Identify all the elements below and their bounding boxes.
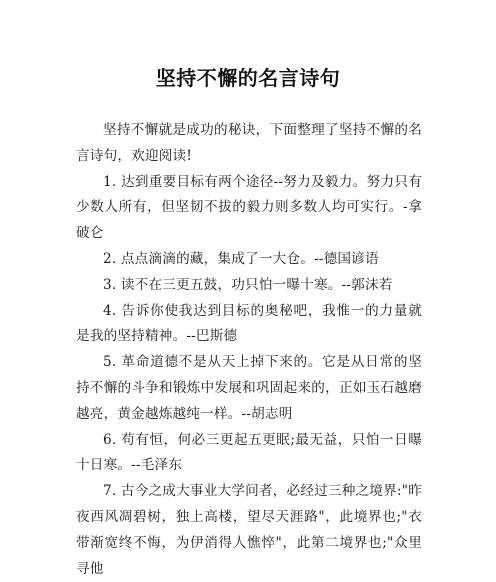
intro-paragraph: 坚持不懈就是成功的秘诀，下面整理了坚持不懈的名言诗句，欢迎阅读! [76, 122, 422, 164]
document-title: 坚持不懈的名言诗句 [155, 66, 341, 90]
document-body [76, 118, 422, 582]
quote-paragraph-5: 5. 革命道德不是从天上掉下来的。它是从日常的坚持不懈的斗争和锻炼中发展和巩固起来的，正如玉石越磨越亮，黄金越炼越纯一样。--胡志明 [76, 354, 422, 422]
quote-paragraph-2: 2. 点点滴滴的藏，集成了一大仓。--德国谚语 [103, 250, 379, 267]
quote-paragraph-7: 7. 古今之成大事业大学问者，必经过三种之境界:"昨夜西风凋碧树，独上高楼，望尽天涯路"，此境界也;"衣带渐宽终不悔，为伊消得人憔悴"，此第二境界也;"众里寻他 [76, 483, 422, 577]
quote-paragraph-1: 1. 达到重要目标有两个途径--努力及毅力。努力只有少数人所有，但坚韧不拔的毅力则多数人均可实行。-拿破仑 [76, 173, 422, 242]
quote-paragraph-3: 3. 读不在三更五鼓，功只怕一曝十寒。--郭沫若 [103, 276, 393, 293]
quote-paragraph-6: 6. 苟有恒，何必三更起五更眠;最无益，只怕一日曝十日寒。--毛泽东 [76, 431, 422, 474]
quote-paragraph-4: 4. 告诉你使我达到目标的奥秘吧，我惟一的力量就是我的坚持精神。--巴斯德 [76, 302, 422, 345]
